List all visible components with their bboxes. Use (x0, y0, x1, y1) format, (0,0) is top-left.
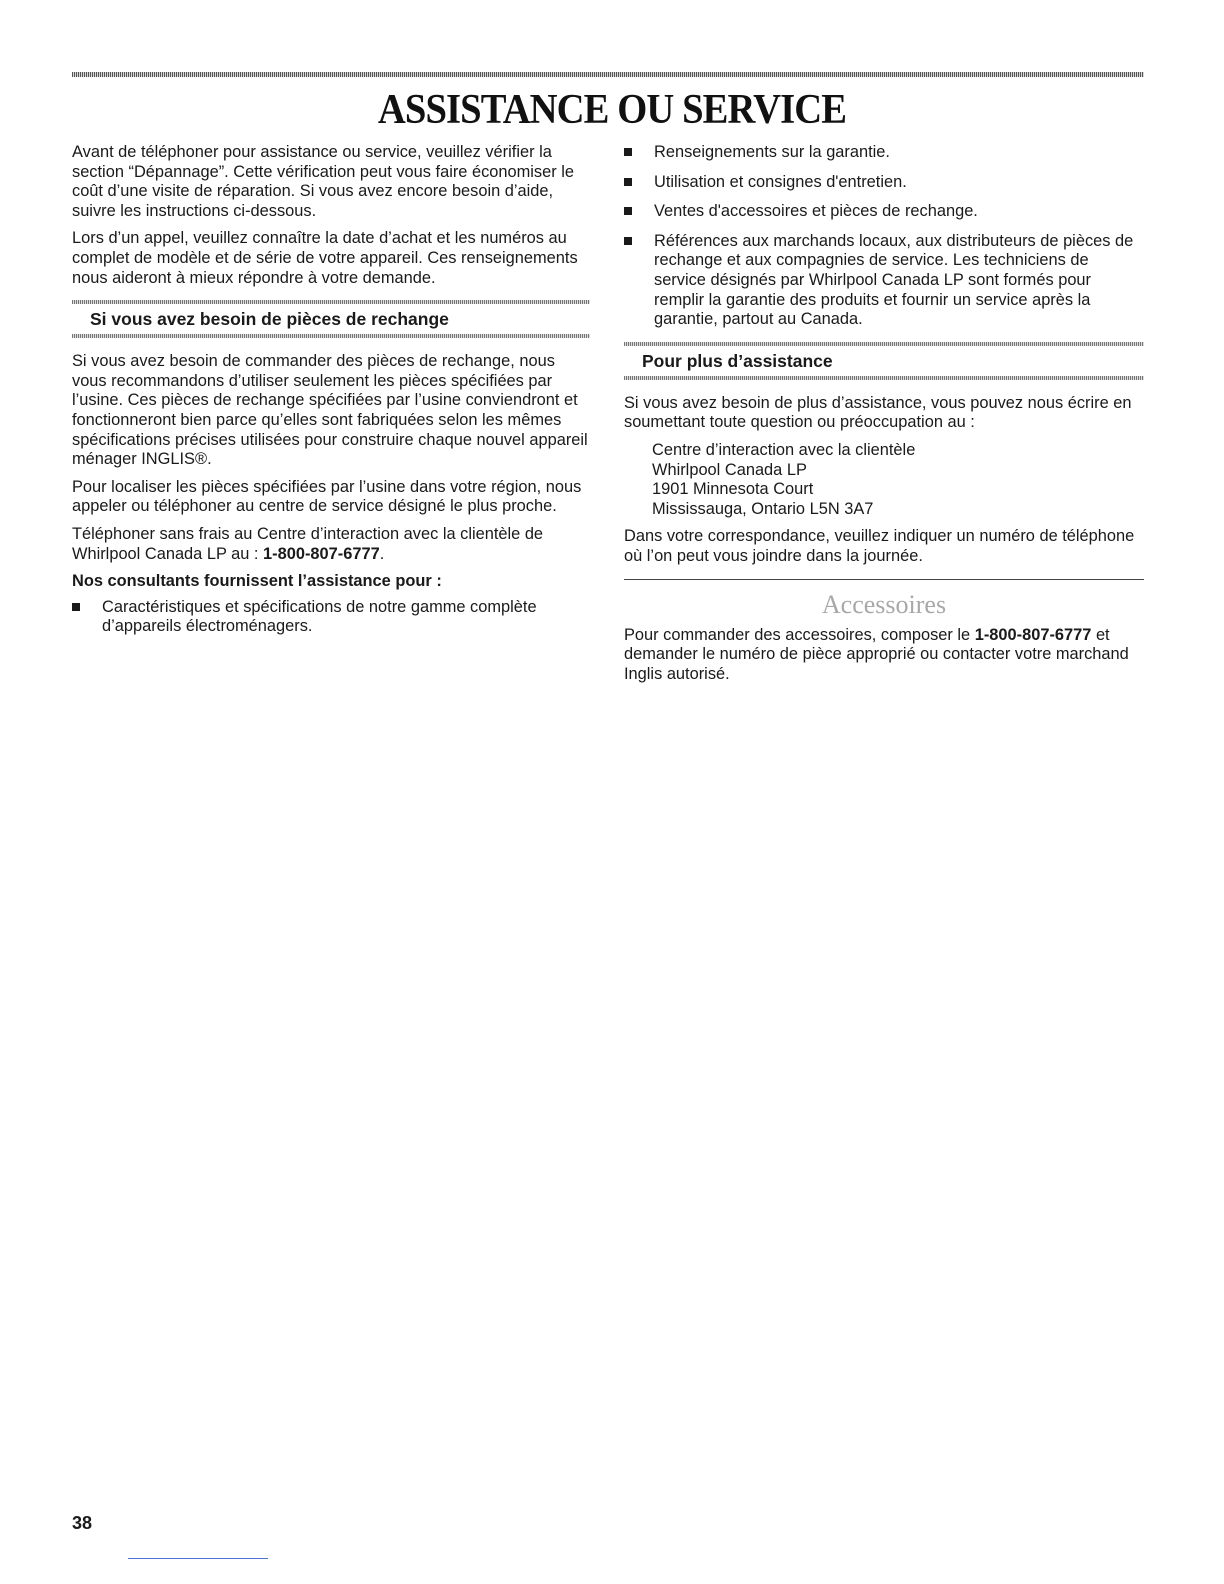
address-line: Whirlpool Canada LP (652, 460, 807, 479)
phone-number: 1-800-807-6777 (263, 544, 380, 563)
address-line: 1901 Minnesota Court (652, 480, 814, 499)
consultants-list-left (72, 598, 590, 637)
square-bullet-icon (624, 237, 632, 245)
parts-call-end: . (379, 544, 385, 563)
square-bullet-icon (72, 603, 80, 611)
list-item: Références aux marchands locaux, aux distributeurs de pièces de rechange et aux compagnies de service. Les techniciens de service désignés par Whirlpool Canada LP sont formés pour remplir la garantie des produits et fournir un service après la garantie, partout au Canada. (624, 232, 1144, 330)
list-item: Caractéristiques et spécifications de notre gamme complète d’appareils électroménagers. (72, 598, 590, 637)
mailing-address (652, 441, 1144, 519)
list-item: Utilisation et consignes d'entretien. (624, 173, 1144, 193)
parts-paragraph-1: Si vous avez besoin de commander des pièces de rechange, nous vous recommandons d’utiliser seulement les pièces spécifiées par l’usine. Ces pièces de rechange spécifiées par l’usine conviendront et fonctionneront bien parce qu’elles sont fabriquées selon les mêmes spécifications précises utilisées pour construire chaque nouvel appareil ménager INGLIS®. (72, 352, 588, 469)
intro-paragraph-2: Lors d’un appel, veuillez connaître la date d’achat et les numéros au complet de modèle et de série de votre appareil. Ces renseignements nous aideront à mieux répondre à votre demande. (72, 229, 578, 287)
left-column (72, 143, 590, 647)
consultants-list-right (624, 143, 1144, 330)
top-divider (72, 72, 1144, 77)
more-assistance-paragraph: Si vous avez besoin de plus d’assistance, vous pouvez nous écrire en soumettant toute question ou préoccupation au : (624, 393, 1132, 432)
list-item: Renseignements sur la garantie. (624, 143, 1144, 163)
address-line: Centre d’interaction avec la clientèle (652, 440, 916, 459)
accessories-heading: Accessoires (821, 589, 947, 619)
correspondence-paragraph: Dans votre correspondance, veuillez indiquer un numéro de téléphone où l’on peut vous joindre dans la journée. (624, 527, 1135, 565)
address-line: Mississauga, Ontario L5N 3A7 (652, 499, 874, 518)
more-assistance-heading: Pour plus d’assistance (642, 350, 833, 371)
footer-line (128, 1558, 268, 1559)
accessories-text-1: Pour commander des accessoires, composer le (624, 625, 975, 644)
phone-number: 1-800-807-6777 (974, 625, 1092, 644)
parts-paragraph-2: Pour localiser les pièces spécifiées par l’usine dans votre région, nous appeler ou téléphoner au centre de service désigné le plus proche. (72, 477, 582, 516)
accessories-text-2: et demander le numéro de pièce approprié ou contacter votre marchand Inglis autorisé. (624, 625, 1129, 683)
intro-paragraph-1: Avant de téléphoner pour assistance ou service, veuillez vérifier la section “Dépannage”. Cette vérification peut vous faire économiser le coût d’une visite de réparation. Si vous avez encore besoin d’aide, suivre les instructions ci-dessous. (72, 143, 575, 220)
square-bullet-icon (624, 148, 632, 156)
accessories-paragraph (624, 626, 1144, 685)
parts-paragraph-3 (72, 525, 590, 564)
square-bullet-icon (624, 178, 632, 186)
page-title: ASSISTANCE OU SERVICE (377, 87, 847, 133)
page-number: 38 (72, 1513, 93, 1533)
list-item: Ventes d'accessoires et pièces de rechange. (624, 202, 1144, 222)
accessories-divider (624, 579, 1144, 580)
parts-section-heading: Si vous avez besoin de pièces de rechange (90, 309, 449, 330)
parts-call-text: Téléphoner sans frais au Centre d’interaction avec la clientèle de Whirlpool Canada LP au : (72, 524, 544, 563)
square-bullet-icon (624, 207, 632, 215)
right-column (624, 143, 1144, 692)
consultants-heading: Nos consultants fournissent l’assistance pour : (72, 572, 442, 591)
